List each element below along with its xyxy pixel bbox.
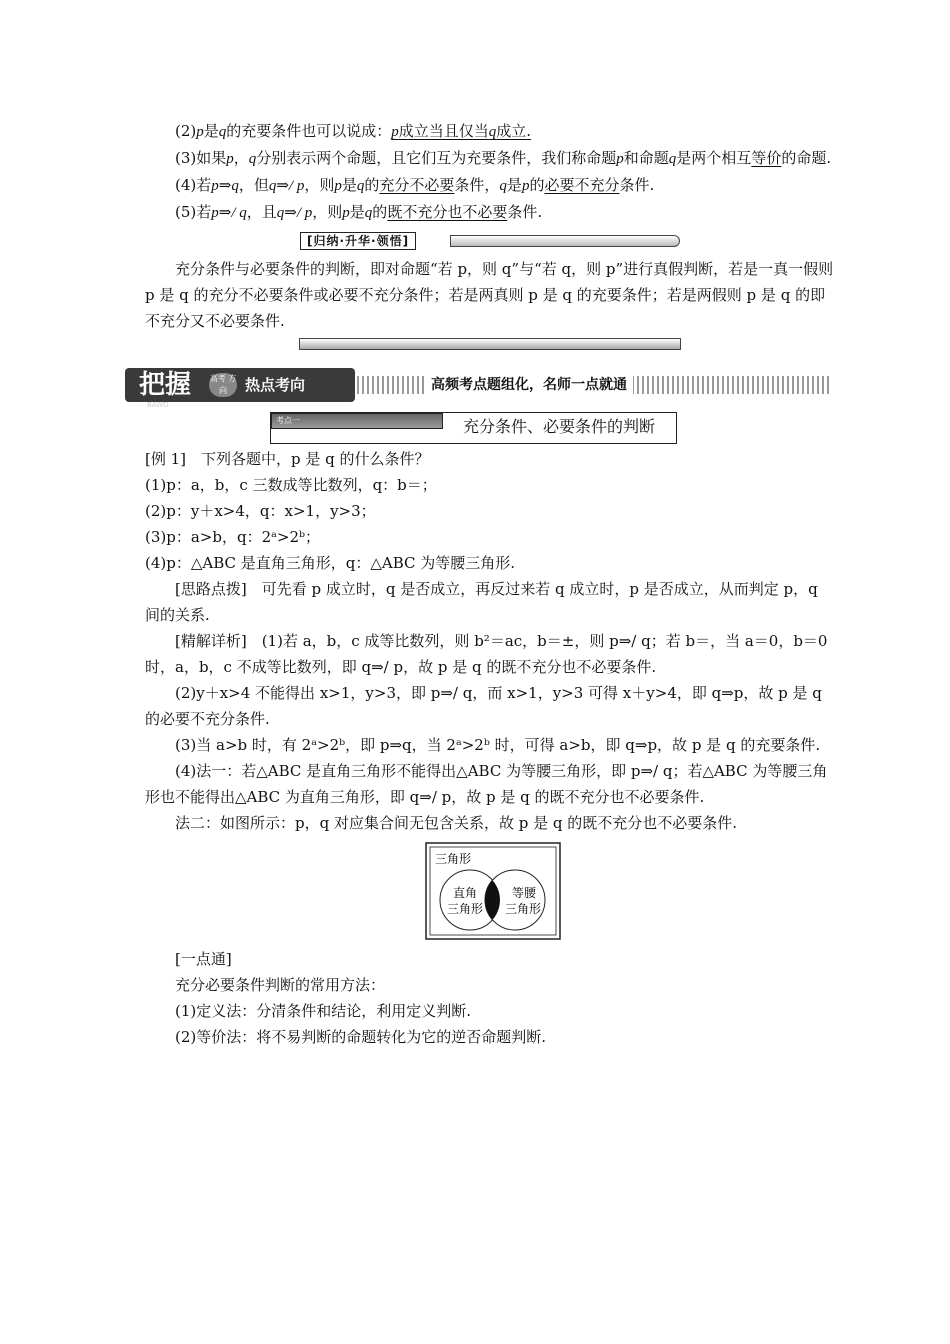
text: (4)若 bbox=[175, 176, 212, 194]
summary-text: 充分条件与必要条件的判断，即对命题“若 p，则 q”与“若 q，则 p”进行真假判断，若是一真一假则 p 是 q 的充分不必要条件或必要不充分条件；若是两真则 p 是 q 的充要条件；若是两假则 p 是 q 的即不充分又不必要条件. bbox=[145, 260, 834, 330]
hint-paragraph: [思路点拨] 可先看 p 成立时，q 是否成立，再反过来若 q 成立时，p 是否成立，从而判定 p，q 间的关系. bbox=[145, 580, 818, 624]
text: ，则 bbox=[304, 176, 335, 194]
var-p: p bbox=[196, 124, 204, 140]
section-header bbox=[125, 368, 830, 409]
var-q: q bbox=[218, 124, 227, 140]
def-line-3 bbox=[145, 145, 835, 172]
not-implies: q⇒/ p bbox=[276, 205, 313, 221]
var-p: p bbox=[521, 178, 530, 194]
def-line-5 bbox=[145, 199, 835, 226]
underlined-term: 必要不充分 bbox=[544, 176, 620, 194]
text: 是 bbox=[506, 176, 522, 194]
topic-label: 考点一 bbox=[271, 413, 443, 429]
tips-line: (2)等价法：将不易判断的命题转化为它的逆否命题判断. bbox=[175, 1028, 547, 1046]
section-pinyin: BAWO bbox=[147, 401, 169, 409]
banner-bar bbox=[450, 235, 680, 247]
text: 和命题 bbox=[623, 149, 669, 167]
venn-label-right: 三角形 bbox=[505, 902, 542, 916]
venn-diagram bbox=[425, 842, 561, 940]
tips-line: (1)定义法：分清条件和结论，利用定义判断. bbox=[175, 1002, 472, 1020]
text: 的 bbox=[529, 176, 545, 194]
text: 条件. bbox=[507, 203, 543, 221]
var-p: p bbox=[226, 151, 234, 167]
solution-paragraph: (2)y＋x>4 不能得出 x>1，y>3，即 p⇒/ q，而 x>1，y>3 可得 x＋y>4，即 q⇒p，故 p 是 q 的必要不充分条件. bbox=[145, 684, 822, 728]
var-q: q bbox=[499, 178, 507, 194]
text: 成立. bbox=[496, 122, 532, 140]
def-line-4 bbox=[145, 172, 835, 199]
text: 是 bbox=[341, 176, 357, 194]
text: 条件. bbox=[619, 176, 655, 194]
section-subtitle: 热点考向 bbox=[245, 376, 306, 394]
text: 分别表示两个命题，且它们互为充要条件，我们称命题 bbox=[256, 149, 617, 167]
solution-paragraph: (3)当 a>b 时，有 2ᵃ>2ᵇ，即 p⇒q，当 2ᵃ>2ᵇ 时，可得 a>b，即 q⇒p，故 p 是 q 的充要条件. bbox=[175, 736, 821, 754]
text: 条件， bbox=[454, 176, 500, 194]
not-implies: q⇒/ p bbox=[268, 178, 305, 194]
summary-end-bar bbox=[299, 338, 681, 350]
var-p: p bbox=[334, 178, 342, 194]
text: 成立当且仅当 bbox=[398, 122, 489, 140]
venn-label-left: 三角形 bbox=[447, 902, 484, 916]
example-item: (2)p：y＋x>4，q：x>1，y>3； bbox=[145, 502, 376, 520]
var-q: q bbox=[356, 178, 365, 194]
var-p: p bbox=[391, 124, 399, 140]
var-p: p bbox=[616, 151, 624, 167]
topic-box bbox=[270, 412, 677, 444]
summary-banner bbox=[300, 232, 680, 250]
var-q: q bbox=[248, 151, 257, 167]
summary-banner-label: [归纳·升华·领悟] bbox=[300, 232, 416, 250]
example-item: (4)p：△ABC 是直角三角形，q：△ABC 为等腰三角形. bbox=[145, 554, 516, 572]
tips-head: [一点通] bbox=[175, 950, 232, 968]
var-q: q bbox=[488, 124, 497, 140]
var-q: q bbox=[364, 205, 373, 221]
venn-label-right: 等腰 bbox=[512, 886, 537, 900]
text: 的 bbox=[364, 176, 380, 194]
topic-title: 充分条件、必要条件的判断 bbox=[463, 417, 656, 436]
text: ，且 bbox=[246, 203, 277, 221]
text: ，则 bbox=[312, 203, 343, 221]
text: 是 bbox=[349, 203, 365, 221]
implies: p⇒q bbox=[211, 178, 239, 194]
venn-label-left: 直角 bbox=[453, 886, 478, 900]
not-implies: p⇒/ q bbox=[211, 205, 247, 221]
example-item: (1)p：a，b，c 三数成等比数列，q：b＝； bbox=[145, 476, 437, 494]
section-tagline: 高频考点题组化，名师一点就通 bbox=[425, 374, 633, 396]
section-badge: 高考 方向 bbox=[209, 374, 237, 395]
text: (2) bbox=[175, 122, 197, 140]
text: ， bbox=[233, 149, 249, 167]
solution-paragraph: [精解详析] (1)若 a，b，c 成等比数列，则 b²＝ac，b＝±，则 p⇒/ q；若 b＝，当 a＝0，b＝0 时，a，b，c 不成等比数列，即 q⇒/ p，故 p 是 q 的既不充分也不必要条件. bbox=[145, 632, 828, 676]
text: 的命题. bbox=[781, 149, 832, 167]
venn-label-outer: 三角形 bbox=[435, 852, 472, 866]
text: 是 bbox=[203, 122, 219, 140]
text: (3)如果 bbox=[175, 149, 227, 167]
example-head: [例 1] 下列各题中，p 是 q 的什么条件？ bbox=[145, 450, 430, 468]
text: 的 bbox=[372, 203, 388, 221]
text: ，但 bbox=[238, 176, 269, 194]
solution-paragraph: (4)法一：若△ABC 是直角三角形不能得出△ABC 为等腰三角形，即 p⇒/ q；若△ABC 为等腰三角形也不能得出△ABC 为直角三角形，即 q⇒/ p，故 p 是 q 的既不充分也不必要条件. bbox=[145, 762, 828, 806]
text: 是两个相互 bbox=[676, 149, 752, 167]
document-page bbox=[139, 118, 835, 1050]
var-p: p bbox=[342, 205, 350, 221]
section-big-title: 把握 bbox=[139, 370, 192, 400]
underlined-term: 既不充分也不必要 bbox=[387, 203, 508, 221]
text: (5)若 bbox=[175, 203, 212, 221]
def-line-2 bbox=[145, 118, 835, 145]
text: 的充要条件也可以说成： bbox=[226, 122, 392, 140]
example-item: (3)p：a>b，q：2ᵃ>2ᵇ； bbox=[145, 528, 321, 546]
var-q: q bbox=[668, 151, 677, 167]
tips-line: 充分必要条件判断的常用方法： bbox=[175, 976, 386, 994]
underlined-term: 等价 bbox=[751, 149, 782, 167]
underlined-term: 充分不必要 bbox=[379, 176, 455, 194]
solution-paragraph: 法二：如图所示：p，q 对应集合间无包含关系，故 p 是 q 的既不充分也不必要条件. bbox=[175, 814, 738, 832]
